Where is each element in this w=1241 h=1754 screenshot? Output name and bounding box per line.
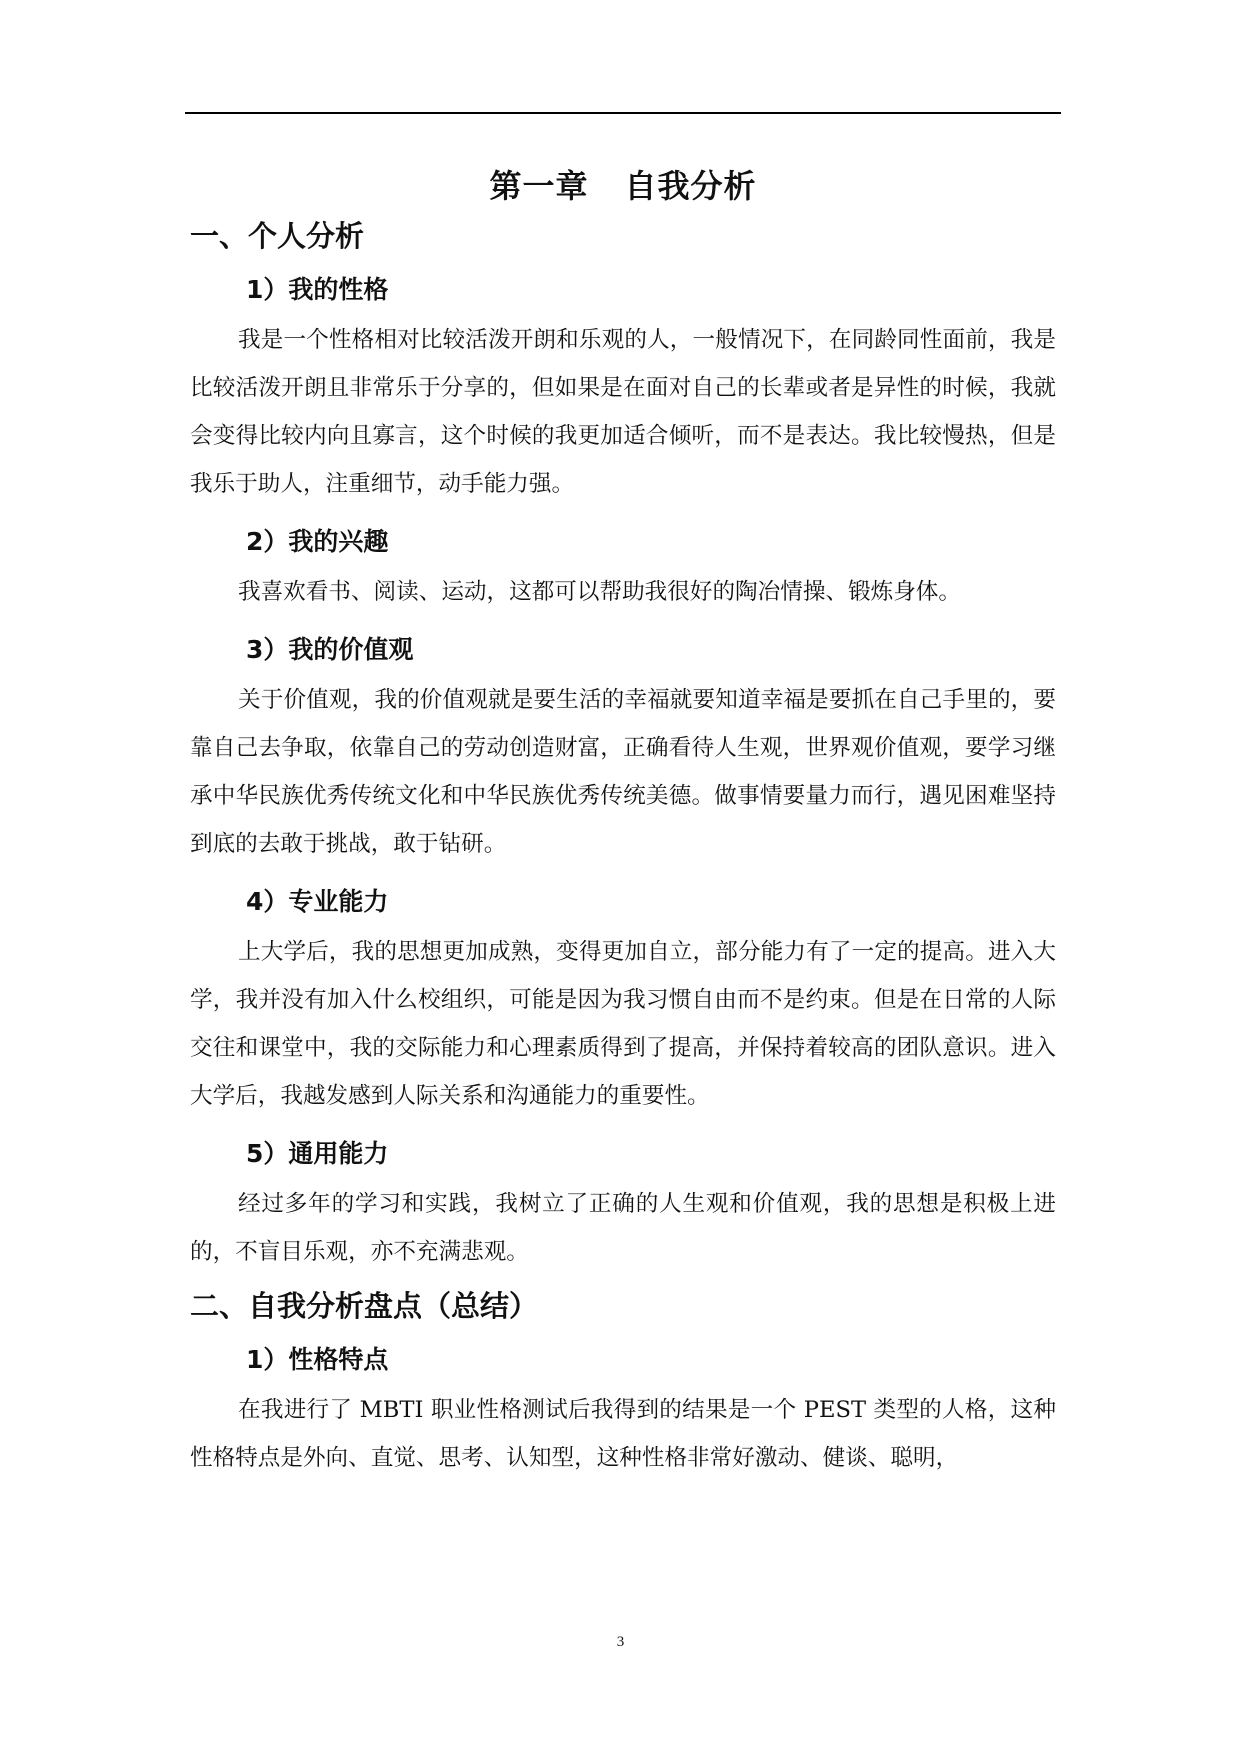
chapter-number: 第一章 xyxy=(489,167,589,205)
section-heading: 一、个人分析 xyxy=(190,219,365,253)
chapter-title xyxy=(190,166,1056,206)
chapter-name: 自我分析 xyxy=(624,167,757,205)
section-heading: 二、自我分析盘点（总结） xyxy=(190,1289,539,1323)
subsection-heading: 3）我的价值观 xyxy=(246,635,414,664)
paragraph: 经过多年的学习和实践，我树立了正确的人生观和价值观，我的思想是积极上进的，不盲目乐观，亦不充满悲观。 xyxy=(190,1191,1056,1265)
paragraph: 我是一个性格相对比较活泼开朗和乐观的人，一般情况下，在同龄同性面前，我是比较活泼开朗且非常乐于分享的，但如果是在面对自己的长辈或者是异性的时候，我就会变得比较内向且寡言，这个时候的我更加适合倾听，而不是表达。我比较慢热，但是我乐于助人，注重细节，动手能力强。 xyxy=(190,327,1056,497)
document-body xyxy=(190,150,1056,1482)
subsection-heading: 1）性格特点 xyxy=(246,1345,389,1374)
paragraph: 在我进行了 MBTI 职业性格测试后我得到的结果是一个 PEST 类型的人格，这种性格特点是外向、直觉、思考、认知型，这种性格非常好激动、健谈、聪明， xyxy=(190,1397,1056,1471)
paragraph: 上大学后，我的思想更加成熟，变得更加自立，部分能力有了一定的提高。进入大学，我并没有加入什么校组织，可能是因为我习惯自由而不是约束。但是在日常的人际交往和课堂中，我的交际能力和心理素质得到了提高，并保持着较高的团队意识。进入大学后，我越发感到人际关系和沟通能力的重要性。 xyxy=(190,939,1056,1109)
subsection-heading: 5）通用能力 xyxy=(246,1139,389,1168)
header-rule xyxy=(185,112,1061,114)
page-number: 3 xyxy=(616,1634,625,1650)
subsection-heading: 2）我的兴趣 xyxy=(246,527,389,556)
subsection-heading: 4）专业能力 xyxy=(246,887,389,916)
paragraph: 关于价值观，我的价值观就是要生活的幸福就要知道幸福是要抓在自己手里的，要靠自己去争取，依靠自己的劳动创造财富，正确看待人生观，世界观价值观，要学习继承中华民族优秀传统文化和中华民族优秀传统美德。做事情要量力而行，遇见困难坚持到底的去敢于挑战，敢于钻研。 xyxy=(190,687,1056,857)
paragraph: 我喜欢看书、阅读、运动，这都可以帮助我很好的陶冶情操、锻炼身体。 xyxy=(238,579,961,605)
subsection-heading: 1）我的性格 xyxy=(246,275,389,304)
